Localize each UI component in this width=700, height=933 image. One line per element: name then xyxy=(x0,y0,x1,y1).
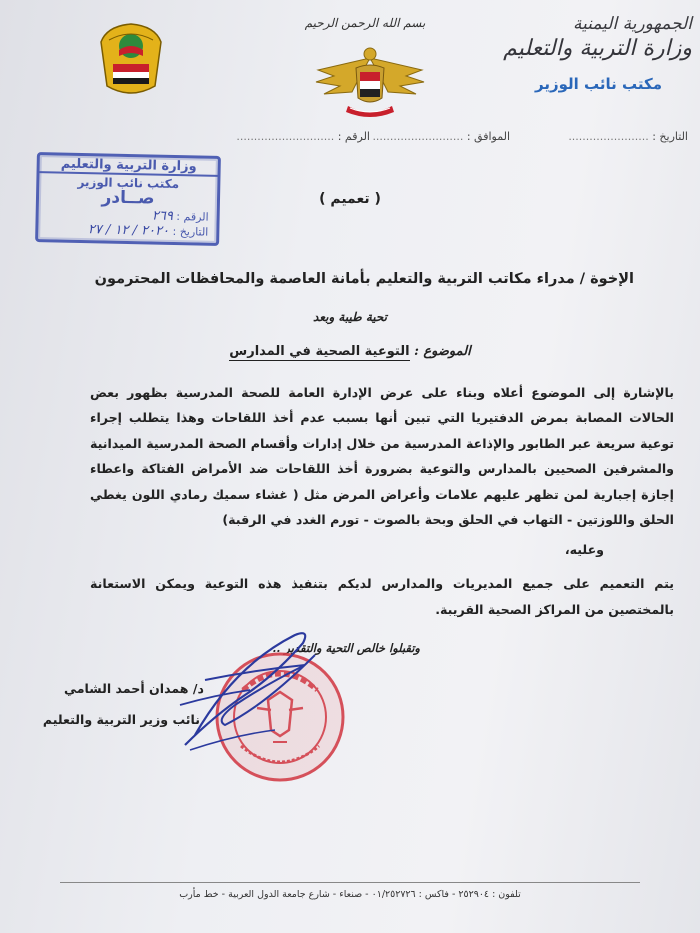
body-paragraph-2: يتم التعميم على جميع المديريات والمدارس لديكم بتنفيذ هذه التوعية ويمكن الاستعانة بالمختصين من المراكز الصحية القريبة. xyxy=(90,576,674,617)
circular-title: ( تعميم ) xyxy=(319,191,381,207)
greeting: تحية طيبة وبعد xyxy=(313,310,387,324)
stamp-outgoing: صــادر xyxy=(101,187,155,209)
handwritten-signature xyxy=(175,625,325,760)
paragraph-text: بالإشارة إلى الموضوع أعلاه وبناء على عرض الإدارة العامة للصحة المدرسية بظهور بعض الحالات المصابة بمرض الدفتيريا التي تبين أنها بسبب عدم أخذ اللقاحات وهذا يتطلب إجراء توعية سريعة عبر الطابور والإذاعة المدرسية من خلال إدارات وأقسام الصحة المدرسية الميدانية والمشرفين الصحيين بالمدارس والتوعية بضرورة أخذ اللقاحات ضد الأمراض الفتاكة واعطاء إجازة إجبارية لمن تظهر عليهم علامات وأعراض المرض مثل ( غشاء سميك رمادي اللون يغطي الحلق واللوزتين - التهاب في الحلق وبحة بالصوت - تورم الغدد في الرقبة) xyxy=(90,385,674,528)
date-field: التاريخ : ....................... xyxy=(568,130,688,143)
and-thereupon: وعليه، xyxy=(564,542,604,557)
stamp-date-row xyxy=(38,221,216,240)
signatory-title: نائب وزير التربية والتعليم xyxy=(42,712,200,727)
stamp-office: مكتب نائب الوزير xyxy=(77,174,180,192)
stamp-number-label: الرقم : xyxy=(176,210,209,224)
letterhead-ministry xyxy=(502,14,692,93)
stamp-date-value: ٢٠٢٠ / ١٢ / ٢٧ xyxy=(87,222,170,239)
stamp-date-label: التاريخ : xyxy=(172,224,209,239)
match-label: الموافق : xyxy=(466,130,510,143)
number-field: الرقم : ............................ xyxy=(236,130,370,143)
addressee: الإخوة / مدراء مكاتب التربية والتعليم بأمانة العاصمة والمحافظات المحترمون xyxy=(94,271,634,287)
footer-divider xyxy=(60,882,640,883)
subject-line xyxy=(0,344,700,359)
office-name: مكتب نائب الوزير xyxy=(534,75,662,93)
basmala: بسم الله الرحمن الرحيم xyxy=(304,16,426,30)
stamp-number-value: ٢٦٩ xyxy=(151,208,174,224)
date-label: التاريخ : xyxy=(652,130,688,143)
ministry-emblem-icon xyxy=(95,20,167,102)
stamp-ministry: وزارة التربية والتعليم xyxy=(40,155,218,177)
republic-name: الجمهورية اليمنية xyxy=(572,14,692,34)
signatory-name: د/ همدان أحمد الشامي xyxy=(64,681,204,696)
closing-line: وتقبلوا خالص التحية والتقدير .. xyxy=(272,641,420,655)
subject-text: التوعية الصحية في المدارس xyxy=(229,344,410,359)
subject-label: الموضوع : xyxy=(414,344,471,359)
ministry-name: وزارة التربية والتعليم xyxy=(503,36,692,61)
coat-of-arms-icon xyxy=(310,40,430,122)
body-paragraph-1 xyxy=(90,380,674,532)
number-label: الرقم : xyxy=(337,130,370,143)
footer-contact: تلفون : ٢٥٢٩٠٤ - فاكس : ٠١/٢٥٢٧٢٦ - صنعاء - شارع جامعة الدول العربية - خط مأرب xyxy=(179,889,521,900)
match-field: الموافق : .......................... xyxy=(372,130,510,143)
